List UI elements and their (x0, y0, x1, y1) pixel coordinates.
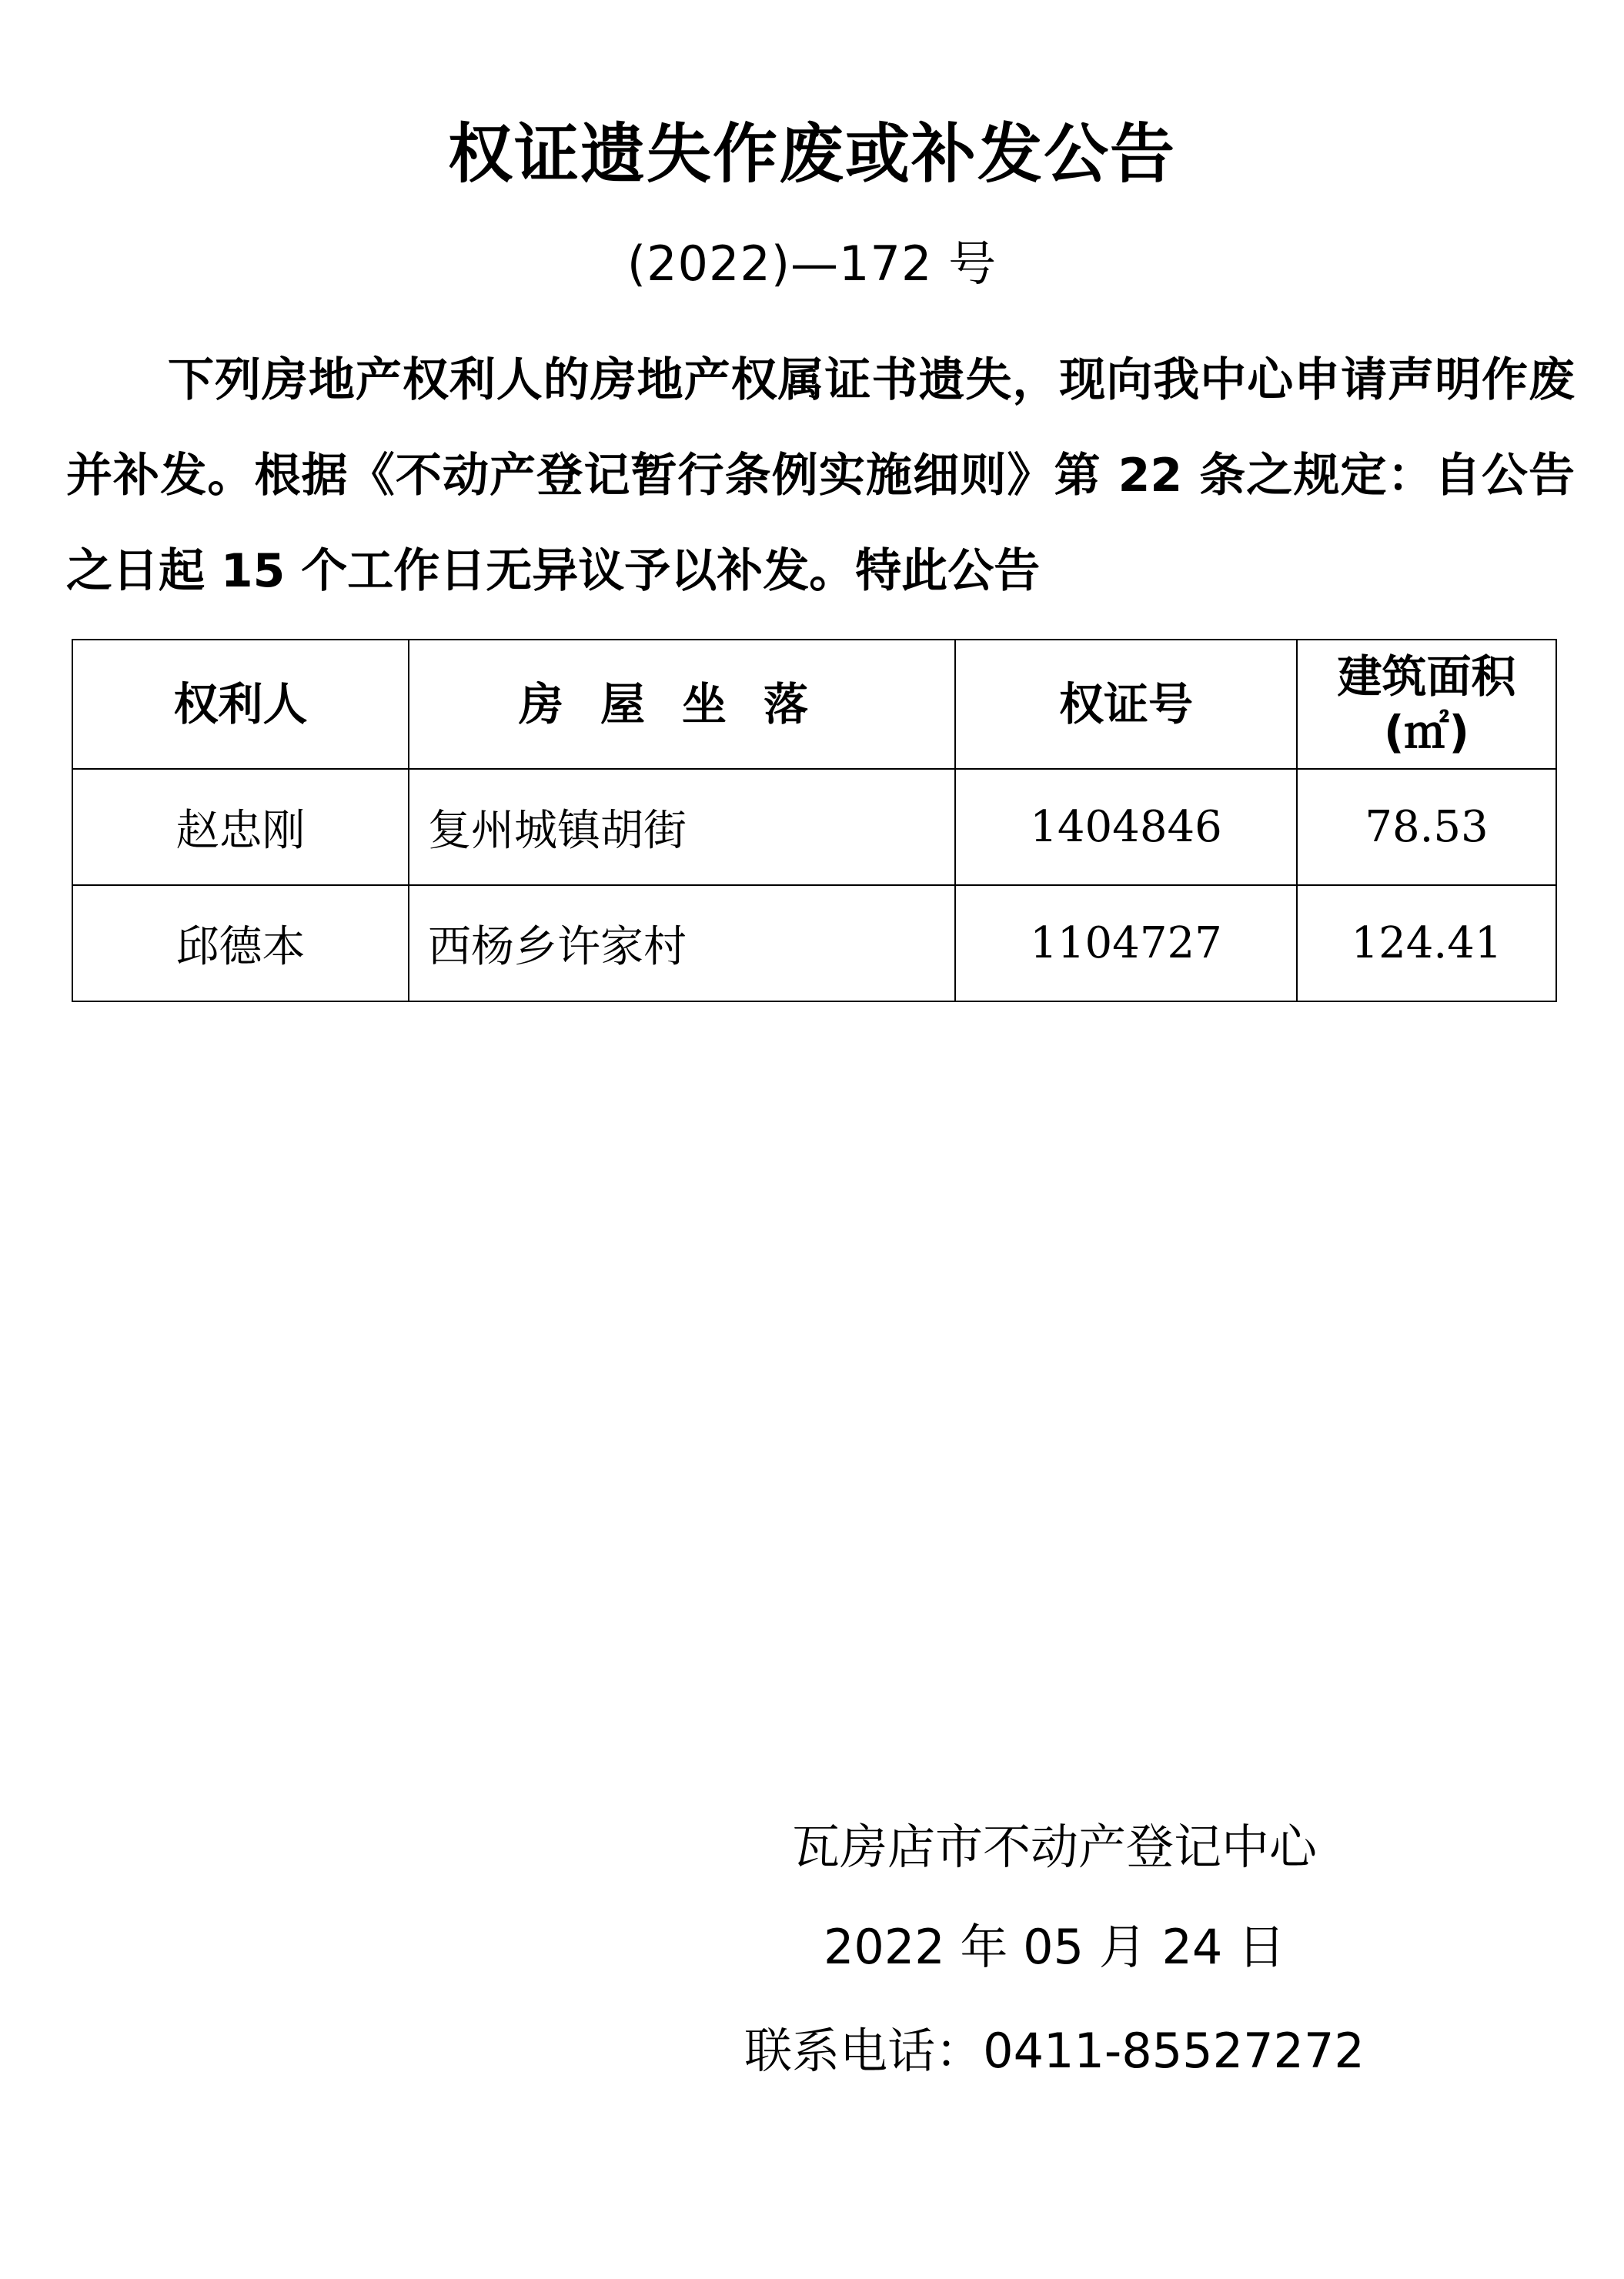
header-cert-no: 权证号 (955, 640, 1297, 769)
table-row (72, 769, 1556, 885)
cell-cert-no: 1104727 (955, 885, 1297, 1001)
notice-title: 权证遗失作废或补发公告 (447, 116, 1176, 192)
records-table (72, 639, 1557, 1002)
header-area-label: 建筑面积 (1337, 650, 1516, 703)
table-header-row (72, 640, 1556, 769)
cell-location: 复州城镇胡街 (409, 769, 955, 885)
cell-location: 西杨乡许家村 (409, 885, 955, 1001)
header-area (1297, 640, 1556, 769)
issue-date: 2022 年 05 月 24 日 (823, 1919, 1286, 1975)
cell-owner: 邱德本 (72, 885, 409, 1001)
cell-owner: 赵忠刚 (72, 769, 409, 885)
issuing-organization: 瓦房店市不动产登记中心 (791, 1819, 1317, 1875)
cell-area: 124.41 (1297, 885, 1556, 1001)
cell-cert-no: 1404846 (955, 769, 1297, 885)
table-row (72, 885, 1556, 1001)
notice-body: 下列房地产权利人的房地产权属证书遗失，现向我中心申请声明作废并补发。根据《不动产登记暂行条例实施细则》第 22 条之规定：自公告之日起 15 个工作日无异议予以补发。特此公告 (66, 353, 1575, 598)
contact-phone: 联系电话：0411-85527272 (744, 2023, 1365, 2079)
cell-area: 78.53 (1297, 769, 1556, 885)
document-number: (2022)—172 号 (627, 236, 997, 292)
header-area-unit: (㎡) (1383, 706, 1470, 758)
header-location: 房屋坐落 (409, 640, 955, 769)
header-owner: 权利人 (72, 640, 409, 769)
